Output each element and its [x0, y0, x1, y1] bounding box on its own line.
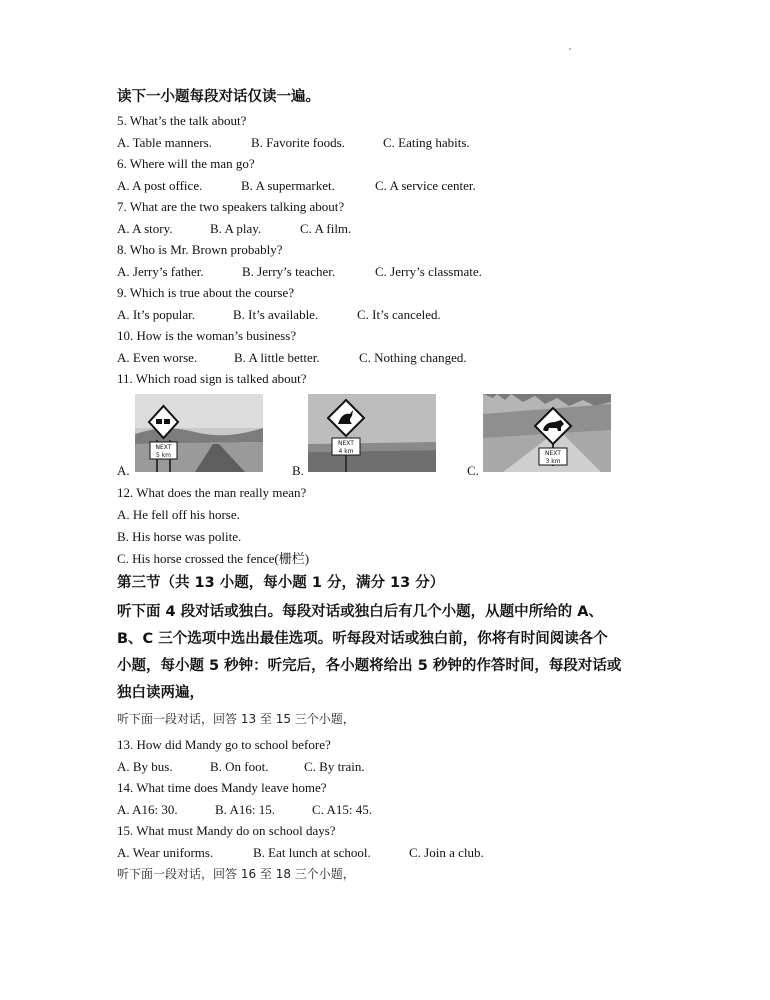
- option-c: C. Nothing changed.: [359, 350, 467, 365]
- option-b: B. His horse was polite.: [117, 529, 242, 544]
- road-sign-photo-a: [135, 394, 263, 472]
- road-sign-photo-b: [308, 394, 436, 472]
- question-12: 12. What does the man really mean?: [117, 485, 307, 500]
- option-b: B. Jerry’s teacher.: [242, 264, 336, 279]
- sign-text-distance: 5 km: [155, 452, 172, 459]
- option-b: B. Eat lunch at school.: [253, 845, 371, 860]
- question-9: 9. Which is true about the course?: [117, 285, 295, 300]
- option-c: C. It’s canceled.: [357, 307, 441, 322]
- option-b: B. On foot.: [210, 759, 269, 774]
- option-a: A. Jerry’s father.: [117, 264, 204, 279]
- picture-label-a: A.: [117, 463, 130, 478]
- question-10: 10. How is the woman’s business?: [117, 328, 297, 343]
- option-b: B. A little better.: [234, 350, 320, 365]
- option-a: A. Wear uniforms.: [117, 845, 214, 860]
- option-c: C. Join a club.: [409, 845, 484, 860]
- option-a: A. Table manners.: [117, 135, 212, 150]
- section-3-instructions-line2: B、C 三个选项中选出最佳选项。听每段对话或独白前，你将有时间阅读各个: [117, 631, 608, 647]
- listening-note-13-15: 听下面一段对话，回答 13 至 15 三个小题，: [117, 712, 355, 726]
- sign-text-next: NEXT: [155, 444, 172, 451]
- section-3-instructions-line1: 听下面 4 段对话或独白。每段对话或独白后有几个小题，从题中所给的 A、: [117, 604, 603, 620]
- option-b: B. A supermarket.: [241, 178, 335, 193]
- question-7: 7. What are the two speakers talking about?: [117, 199, 345, 214]
- sign-text-next: NEXT: [338, 440, 354, 447]
- option-b: B. A play.: [210, 221, 262, 236]
- option-a: A. A post office.: [117, 178, 203, 193]
- question-5: 5. What’s the talk about?: [117, 113, 247, 128]
- section-intro: 读下一小题每段对话仅读一遍。: [117, 89, 320, 105]
- road-sign-photo-c: [483, 394, 611, 472]
- question-15: 15. What must Mandy do on school days?: [117, 823, 336, 838]
- question-13: 13. How did Mandy go to school before?: [117, 737, 331, 752]
- question-8: 8. Who is Mr. Brown probably?: [117, 242, 283, 257]
- sign-text-next: NEXT: [545, 450, 561, 457]
- option-c: C. A film.: [300, 221, 352, 236]
- sign-text-distance: 4 km: [338, 448, 354, 455]
- question-14: 14. What time does Mandy leave home?: [117, 780, 327, 795]
- option-c: C. Jerry’s classmate.: [375, 264, 482, 279]
- option-a: A. A16: 30.: [117, 802, 178, 817]
- question-11: 11. Which road sign is talked about?: [117, 371, 307, 386]
- option-c: C. A15: 45.: [312, 802, 372, 817]
- option-c: C. A service center.: [375, 178, 476, 193]
- section-3-instructions-line4: 独白读两遍，: [117, 685, 204, 701]
- sign-text-distance: 3 km: [545, 458, 561, 465]
- question-6: 6. Where will the man go?: [117, 156, 255, 171]
- option-c: C. His horse crossed the fence(栅栏): [117, 551, 310, 566]
- option-a: A. By bus.: [117, 759, 173, 774]
- section-3-instructions-line3: 小题，每小题 5 秒钟：听完后，各小题将给出 5 秒钟的作答时间，每段对话或: [117, 658, 622, 674]
- option-a: A. A story.: [117, 221, 173, 236]
- option-b: B. Favorite foods.: [251, 135, 345, 150]
- option-b: B. It’s available.: [233, 307, 319, 322]
- section-3-title: 第三节（共 13 小题，每小题 1 分，满分 13 分）: [117, 575, 445, 591]
- scan-speck: [569, 48, 571, 50]
- option-c: C. By train.: [304, 759, 365, 774]
- option-a: A. It’s popular.: [117, 307, 195, 322]
- listening-note-16-18: 听下面一段对话，回答 16 至 18 三个小题，: [117, 867, 355, 881]
- option-a: A. Even worse.: [117, 350, 198, 365]
- option-a: A. He fell off his horse.: [117, 507, 240, 522]
- option-b: B. A16: 15.: [215, 802, 275, 817]
- picture-label-c: C.: [467, 463, 479, 478]
- option-c: C. Eating habits.: [383, 135, 470, 150]
- picture-label-b: B.: [292, 463, 304, 478]
